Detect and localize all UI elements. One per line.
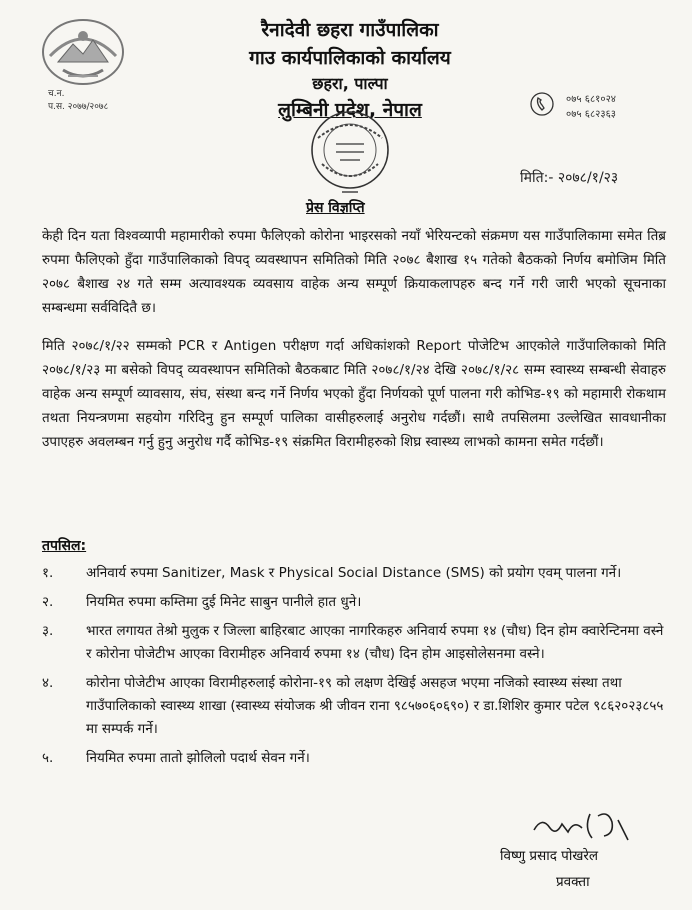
list-heading: तपसिल: [42,538,87,554]
paragraph-intro: केही दिन यता विश्वव्यापी महामारीको रुपमा फैलिएको कोरोना भाइरसको नयाँ भेरियन्टको संक्रमण यस गाउँपालिकामा समेत तिब्र रुपमा फैलिएको हुँदा गाउँपालिकाको विपद् व्यवस्थापन समितिको मिति २०७८ बैशाख १५ गतेको बैठकको निर्णय बमोजिम मिति २०७८ बैशाख २४ गते सम्म अत्यावश्यक व्यवसाय वाहेक अन्य सम्पूर्ण क्रियाकलापहरु बन्द गर्ने गरी जारी भएको सूचनाका सम्बन्धमा सर्वविदितै छ। [42,228,666,316]
list-item [42,747,668,770]
paragraph-decision: मिति २०७८/१/२२ सम्मको PCR र Antigen परीक्षण गर्दा अधिकांशको Report पोजेटिभ आएकोले गाउँपालिकाको मिति २०७८/१/२३ मा बसेको विपद् व्यवस्थापन समितिको बैठकबाट मिति २०७८/१/२४ देखि २०७८/१/२८ सम्म स्वास्थ्य सम्बन्धी सेवाहरु वाहेक अन्य सम्पूर्ण व्यावसाय, संघ, संस्था बन्द गर्ने निर्णय भएको हुँदा निर्णयको पूर्ण पालना गरी कोभिड-१९ को महामारी रोकथाम तथता नियन्त्रणमा सहयोग गरिदिनु हुन सम्पूर्ण पालिका वासीहरुलाई अनुरोध गर्दछौं। साथै तपसिलमा उल्लेखित सावधानीका उपाएहरु अवलम्बन गर्नु हुनु अनुरोध गर्दै कोभिड-१९ संक्रमित विरामीहरुको शिघ्र स्वास्थ्य लाभको कामना समेत गर्दछौं। [42,338,666,450]
phone-icon [530,92,554,116]
phone-number-1: ०७५ ६८१०२४ [566,94,616,105]
list-item-text: अनिवार्य रुपमा Sanitizer, Mask र Physical Social Distance (SMS) को प्रयोग एवम् पालना गर्ने। [86,565,622,581]
signer-role: प्रवक्ता [556,874,590,890]
list-item-number: ५. [42,750,54,766]
issue-date: मिति:- २०७८/१/२३ [520,170,619,186]
list-item [42,672,668,741]
office-place: छहरा, पाल्पा [312,74,388,93]
reference-numbers [48,88,108,114]
phone-numbers [566,92,616,122]
province-name: लुम्बिनी प्रदेश, नेपाल [278,99,422,121]
list-item-text: नियमित रुपमा तातो झोलिलो पदार्थ सेवन गर्ने। [86,750,310,766]
phone-number-2: ०७५ ६८२३६३ [566,109,616,120]
list-item-number: १. [42,565,54,581]
document-title: प्रेस विज्ञप्ति [306,200,365,216]
nepal-emblem-icon [38,14,128,92]
list-item-text: कोरोना पोजेटीभ आएका विरामीहरुलाई कोरोना-१९ को लक्षण देखिई असहज भएमा नजिको स्वास्थ्य संस्था तथा गाउँपालिकाको स्वास्थ्य शाखा (स्वास्थ्य संयोजक श्री जीवन राना ९८५७०६०६९०) र डा.शिशिर कुमार पटेल ९८६२०२३८५५ मा सम्पर्क गर्ने। [86,675,664,737]
list-item-text: नियमित रुपमा कम्तिमा दुई मिनेट साबुन पानीले हात धुने। [86,594,362,610]
list-item-number: २. [42,594,54,610]
handwritten-signature-icon [528,806,648,848]
letter-number: च.न. [48,89,65,99]
office-name: गाउ कार्यपालिकाको कार्यालय [249,47,451,69]
list-item [42,591,668,614]
municipality-name: रैनादेवी छहरा गाउँपालिका [261,19,439,41]
list-item-number: ३. [42,623,54,639]
list-item [42,620,668,666]
precaution-list [42,562,668,776]
signer-name: विष्णु प्रसाद पोखरेल [500,848,599,864]
list-item-text: भारत लगायत तेश्रो मुलुक र जिल्ला बाहिरबाट आएका नागरिकहरु अनिवार्य रुपमा १४ (चौध) दिन होम क्वारेन्टिनमा वस्ने र कोरोना पोजेटीभ आएका विरामीहरु अनिवार्य रुपमा १४ (चौध) दिन होम आइसोलेसनमा वस्ने। [86,623,664,662]
office-stamp-icon [292,108,408,198]
list-item-number: ४. [42,675,54,691]
fiscal-year: प.स. २०७७/२०७८ [48,102,109,112]
list-item [42,562,668,585]
